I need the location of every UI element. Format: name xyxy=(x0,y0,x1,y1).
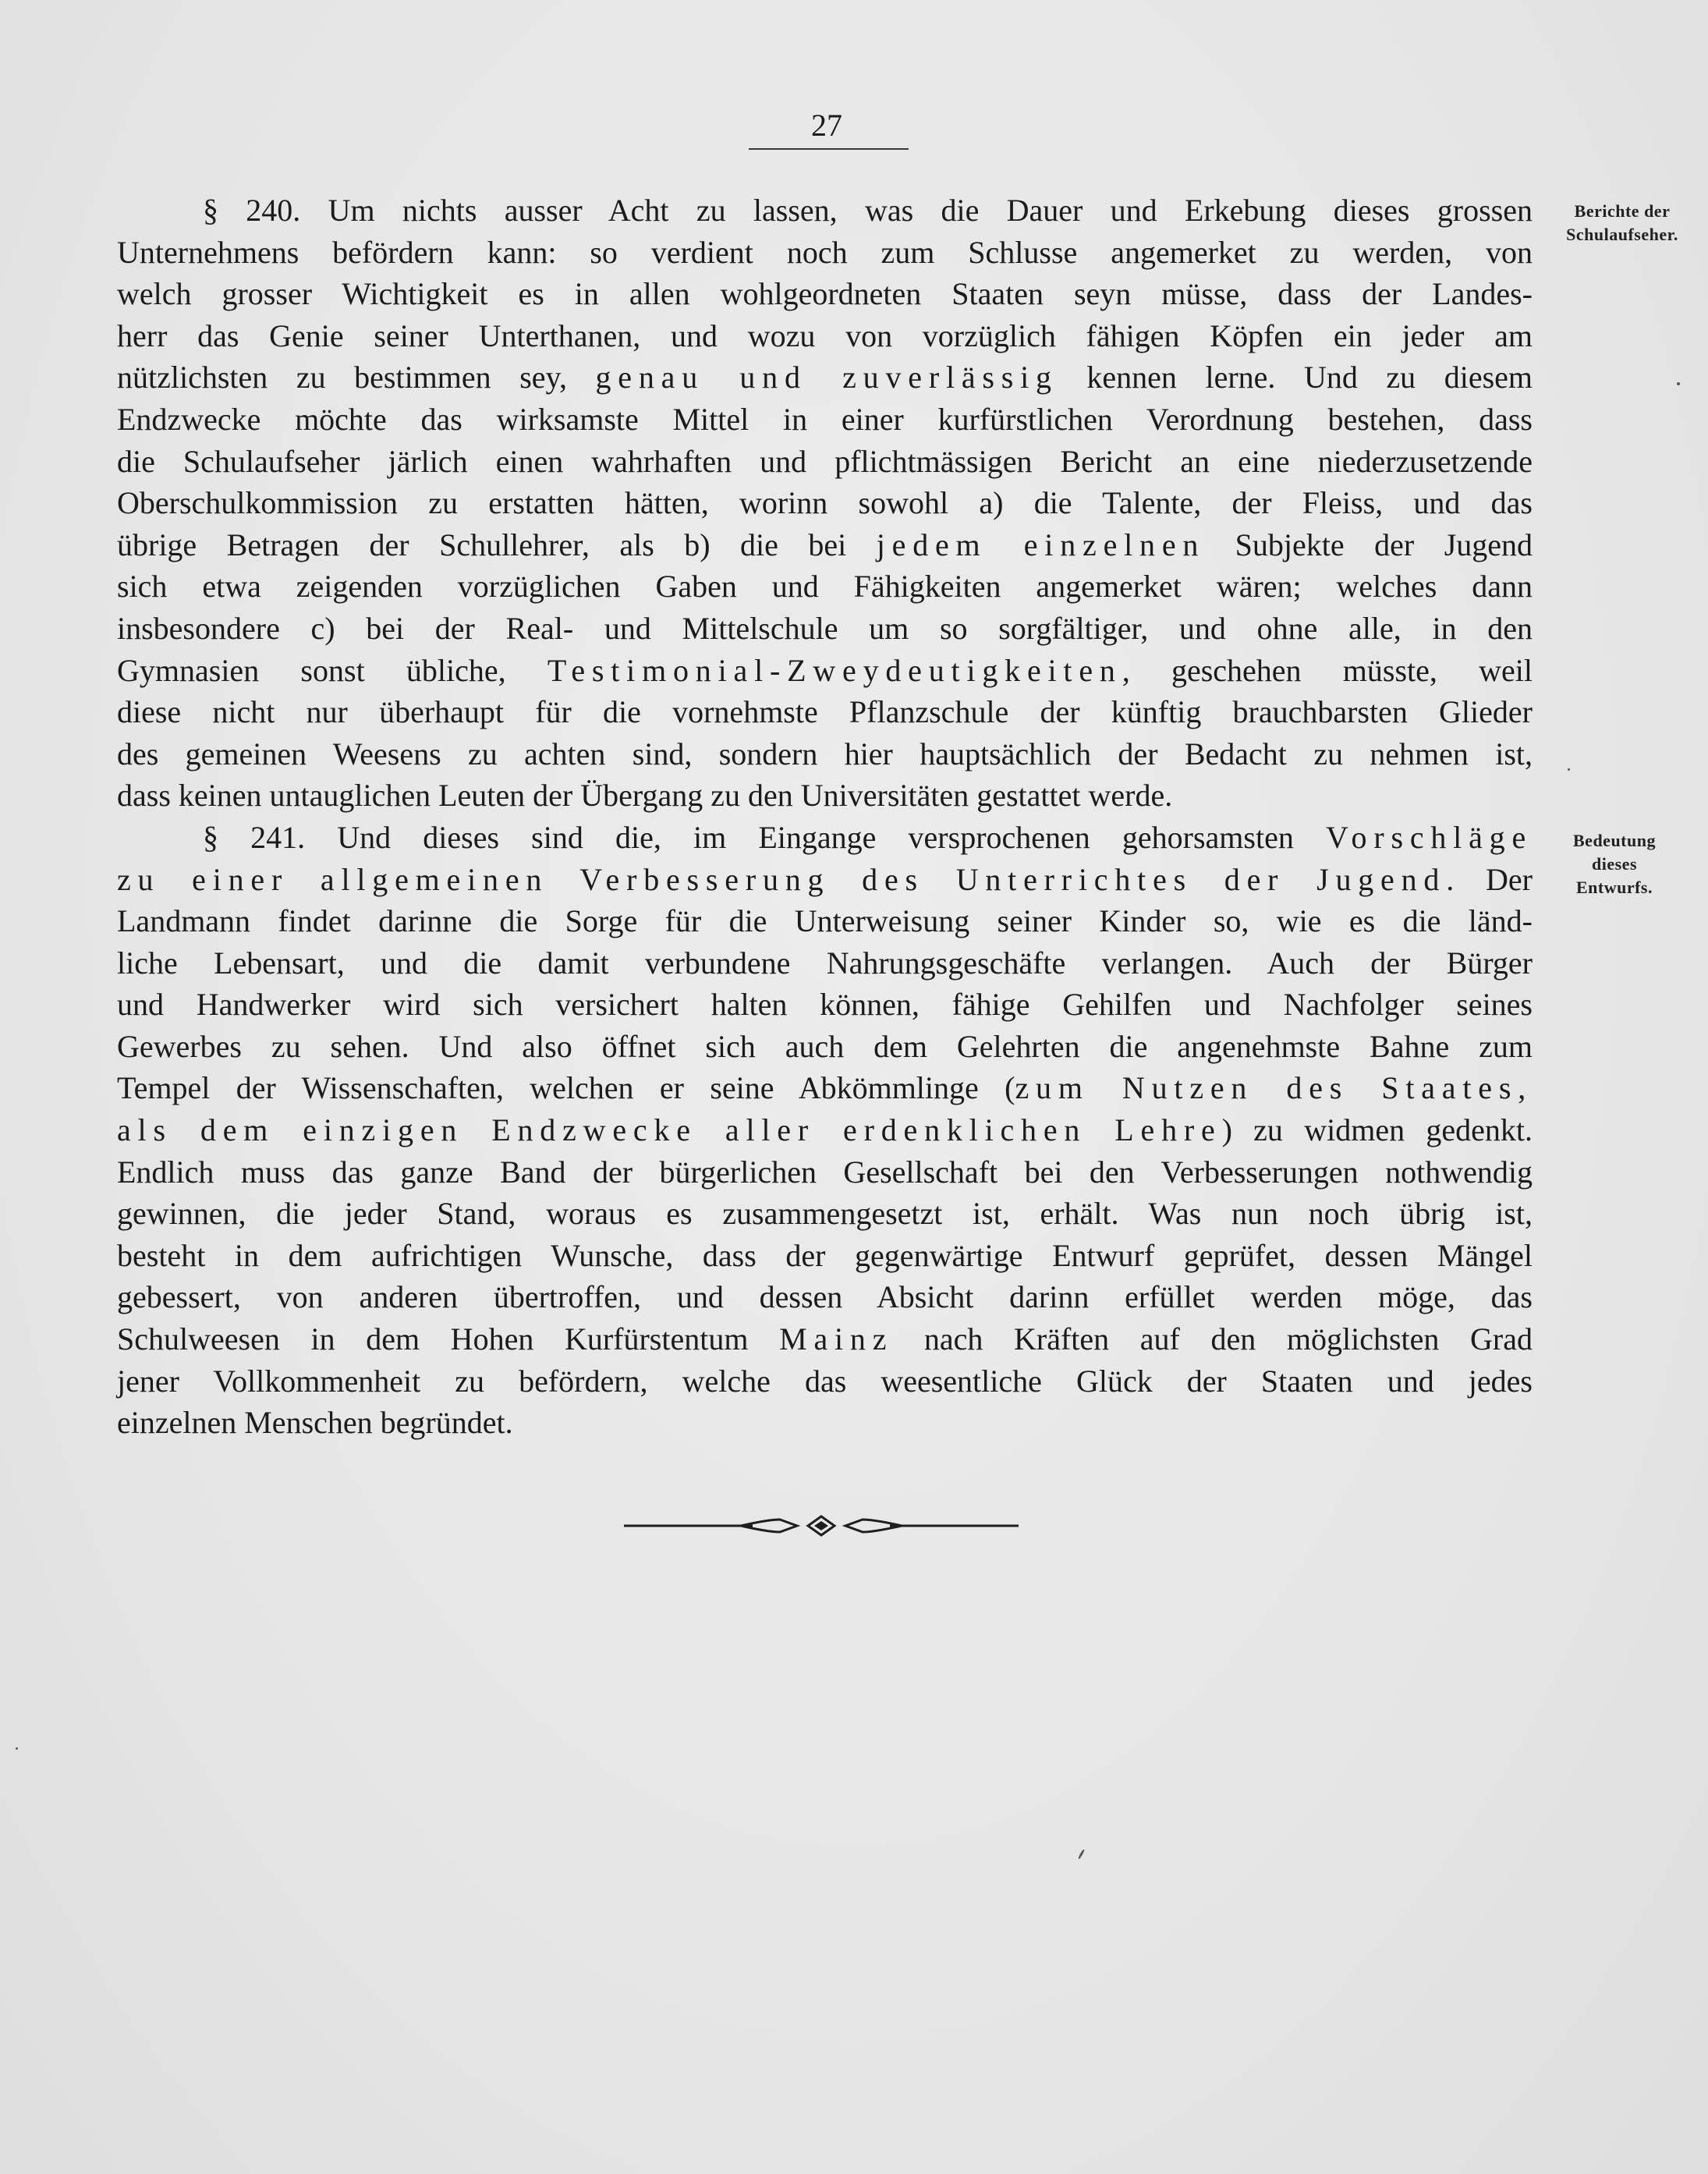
text-line xyxy=(117,1235,1533,1277)
end-ornament xyxy=(624,1512,1019,1540)
text-segment: Der xyxy=(1461,861,1533,897)
text-line xyxy=(117,232,1533,274)
text-line xyxy=(117,775,1533,817)
text-segment: gewinnen, die jeder Stand, woraus es zusammengesetzt ist, erhält. Was nun noch übrig ist, xyxy=(117,1196,1533,1232)
text-segment: Landmann findet darinne die Sorge für die Unterweisung seiner Kinder so, wie es die länd- xyxy=(117,903,1533,939)
text-line xyxy=(117,1151,1533,1193)
text-segment: kennen lerne. Und zu diesem xyxy=(1058,360,1533,395)
text-segment: nützlichsten zu bestimmen sey, xyxy=(117,360,596,395)
text-segment: des gemeinen Weesens zu achten sind, sondern hier hauptsächlich der Bedacht zu nehmen ist, xyxy=(117,736,1533,771)
text-line xyxy=(117,859,1533,901)
text-line xyxy=(117,356,1533,399)
text-segment: Schulweesen in dem Hohen Kurfürstentum xyxy=(117,1321,780,1357)
page-number-rule xyxy=(749,148,909,150)
text-segment: jener Vollkommenheit zu befördern, welche das weesentliche Glück der Staaten und jedes xyxy=(117,1363,1533,1399)
spaced-emphasis: zu einer allgemeinen Verbesserung des Unterrichtes der Jugend. xyxy=(117,861,1462,897)
text-segment: einzelnen Menschen begründet. xyxy=(117,1405,513,1441)
text-line xyxy=(117,650,1533,692)
spaced-emphasis: Mainz xyxy=(779,1321,894,1357)
text-segment: § 241. Und dieses sind die, im Eingange versprochenen gehorsamsten xyxy=(203,819,1326,855)
text-segment: insbesondere c) bei der Real- und Mittelschule um so sorgfältiger, und ohne alle, in den xyxy=(117,610,1533,646)
text-segment: Endzwecke möchte das wirksamste Mittel in einer kurfürstlichen Verordnung bestehen, dass xyxy=(117,401,1533,437)
text-segment: nach Kräften auf den möglichsten Grad xyxy=(893,1321,1533,1357)
paper-speck xyxy=(16,1747,18,1750)
text-line xyxy=(117,817,1533,859)
text-segment: ) zu widmen gedenkt. xyxy=(1221,1112,1533,1148)
text-segment: welch grosser Wichtigkeit es in allen wohlgeordneten Staaten seyn müsse, dass der Landes- xyxy=(117,276,1533,312)
text-segment: diese nicht nur überhaupt für die vornehmste Pflanzschule der künftig brauchbarsten Glieder xyxy=(117,694,1533,730)
text-line xyxy=(117,1193,1533,1235)
text-segment: , geschehen müsste, weil xyxy=(1122,652,1533,688)
paragraph-section-240 xyxy=(117,190,1533,817)
text-segment: Subjekte der Jugend xyxy=(1205,527,1533,562)
text-segment: Tempel der Wissenschaften, welchen er seine Abkömmlinge ( xyxy=(117,1070,1015,1106)
text-segment: Oberschulkommission zu erstatten hätten, worinn sowohl a) die Talente, der Fleiss, und das xyxy=(117,485,1533,521)
text-line xyxy=(117,984,1533,1026)
text-segment: gebessert, von anderen übertroffen, und dessen Absicht darinn erfüllet werden möge, das xyxy=(117,1279,1533,1315)
text-line xyxy=(117,441,1533,483)
paper-speck xyxy=(1677,382,1680,385)
text-segment: Gewerbes zu sehen. Und also öffnet sich auch dem Gelehrten die angenehmste Bahne zum xyxy=(117,1028,1533,1064)
text-line xyxy=(117,1067,1533,1109)
text-line xyxy=(117,1402,1533,1444)
margin-note-bedeutung xyxy=(1548,829,1681,899)
text-segment: besteht in dem aufrichtigen Wunsche, dass der gegenwärtige Entwurf geprüfet, dessen Mängel xyxy=(117,1237,1533,1273)
margin-note-line: Schulaufseher. xyxy=(1566,225,1678,244)
spaced-emphasis: Testimonial-Zweydeutigkeiten xyxy=(547,652,1122,688)
spaced-emphasis: zum Nutzen des Staates, xyxy=(1015,1070,1533,1106)
text-segment: § 240. Um nichts ausser Acht zu lassen, was die Dauer und Erkebung dieses grossen xyxy=(203,193,1533,228)
text-segment: Gymnasien sonst übliche, xyxy=(117,652,547,688)
text-line xyxy=(117,1026,1533,1068)
text-line xyxy=(117,190,1533,232)
text-line xyxy=(117,942,1533,984)
text-line xyxy=(117,733,1533,775)
text-segment: die Schulaufseher järlich einen wahrhaften und pflichtmässigen Bericht an eine niederzusetzende xyxy=(117,443,1533,479)
text-line xyxy=(117,691,1533,733)
margin-note-line: Bedeutung xyxy=(1573,831,1656,850)
text-line xyxy=(117,566,1533,608)
text-line xyxy=(117,900,1533,942)
margin-note-line: Entwurfs. xyxy=(1575,878,1653,897)
spaced-emphasis: Vorschläge xyxy=(1326,819,1533,855)
text-line xyxy=(117,273,1533,315)
text-segment: sich etwa zeigenden vorzüglichen Gaben und Fähigkeiten angemerket wären; welches dann xyxy=(117,569,1533,605)
text-line xyxy=(117,524,1533,566)
text-segment: und Handwerker wird sich versichert halten können, fähige Gehilfen und Nachfolger seines xyxy=(117,987,1533,1023)
text-line xyxy=(117,482,1533,524)
paragraph-section-241 xyxy=(117,817,1533,1444)
text-line xyxy=(117,1360,1533,1403)
text-segment: herr das Genie seiner Unterthanen, und wozu von vorzüglich fähigen Köpfen ein jeder am xyxy=(117,317,1533,353)
paper-speck xyxy=(1568,768,1570,771)
page-number: 27 xyxy=(811,108,842,143)
margin-note-berichte xyxy=(1540,200,1704,246)
text-line xyxy=(117,1276,1533,1318)
spaced-emphasis: jedem einzelnen xyxy=(876,527,1206,562)
spaced-emphasis: als dem einzigen Endzwecke aller erdenklichen Lehre xyxy=(117,1112,1222,1148)
text-segment: dass keinen untauglichen Leuten der Übergang zu den Universitäten gestattet werde. xyxy=(117,778,1173,814)
text-segment: Unternehmens befördern kann: so verdient noch zum Schlusse angemerket zu werden, von xyxy=(117,234,1533,270)
paper-speck xyxy=(1078,1849,1086,1860)
text-line xyxy=(117,1109,1533,1151)
text-line xyxy=(117,1318,1533,1360)
margin-note-line: Berichte der xyxy=(1574,201,1671,221)
margin-note-line: dieses xyxy=(1592,854,1637,874)
text-line xyxy=(117,608,1533,650)
spaced-emphasis: genau und zuverlässig xyxy=(595,360,1058,395)
text-line xyxy=(117,399,1533,441)
body-text xyxy=(117,190,1533,1444)
text-segment: übrige Betragen der Schullehrer, als b) die bei xyxy=(117,527,877,562)
text-segment: Endlich muss das ganze Band der bürgerlichen Gesellschaft bei den Verbesserungen nothwendig xyxy=(117,1154,1533,1190)
text-line xyxy=(117,315,1533,357)
text-segment: liche Lebensart, und die damit verbundene Nahrungsgeschäfte verlangen. Auch der Bürger xyxy=(117,945,1533,981)
